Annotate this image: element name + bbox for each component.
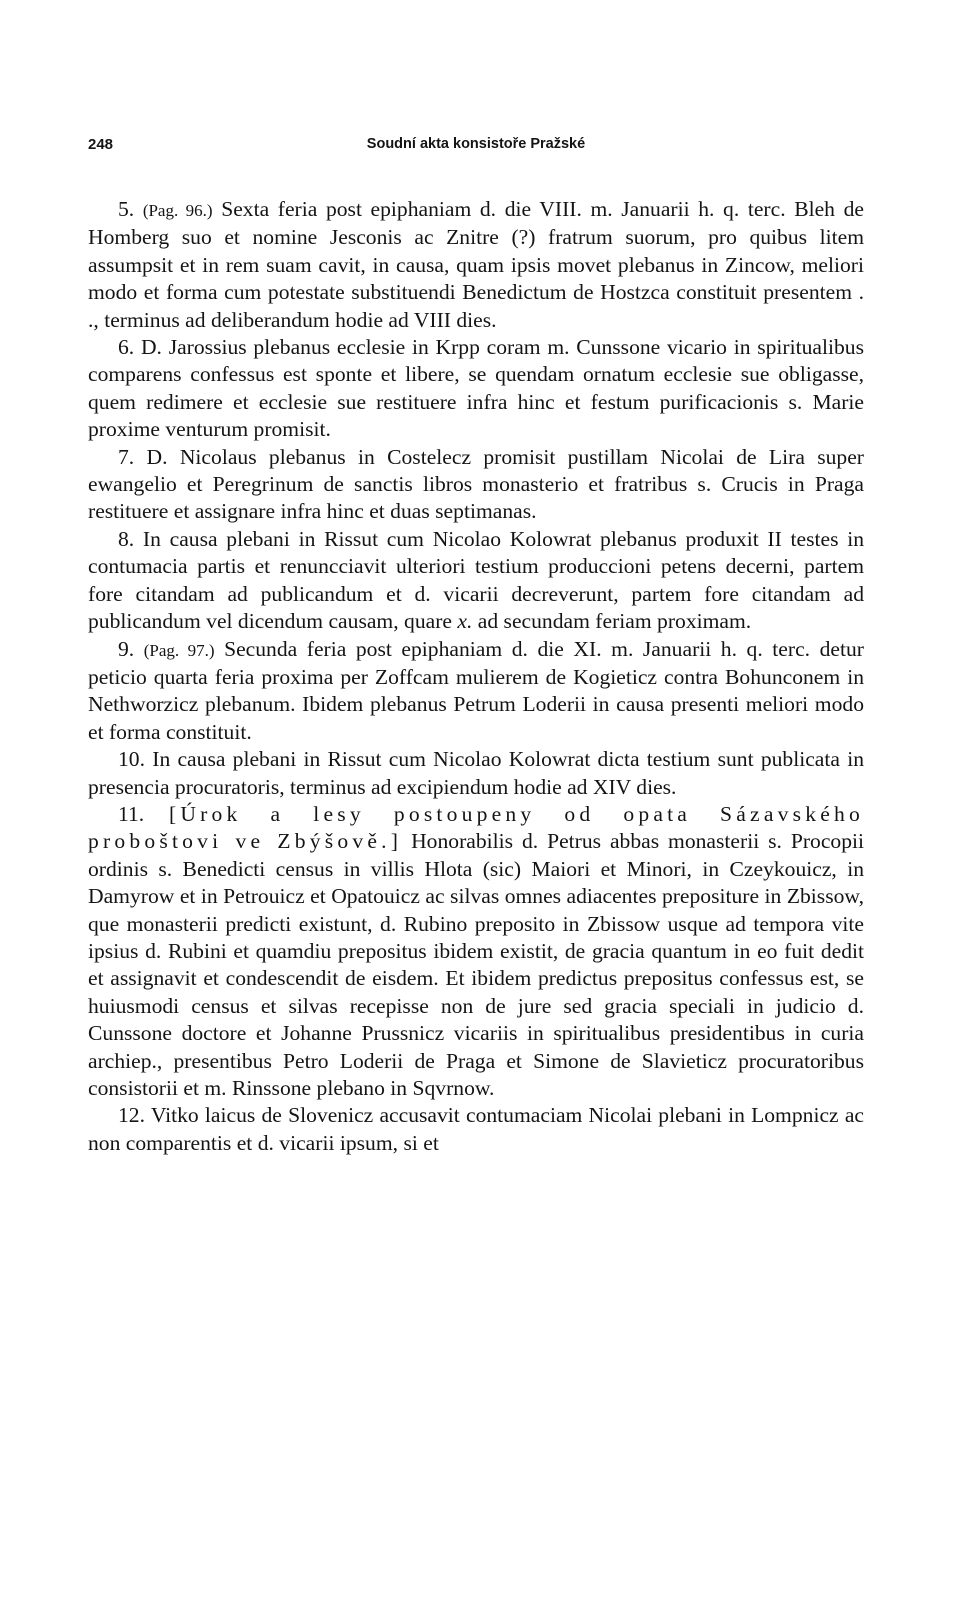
entry-number: 5. bbox=[118, 197, 135, 221]
entry-11 bbox=[88, 801, 864, 1102]
entry-12 bbox=[88, 1102, 864, 1157]
entry-text: D. Nicolaus plebanus in Costelecz promisit pustillam Nicolai de Lira super ewangelio et Peregrinum de sanctis libros monasterio et fratribus s. Crucis in Praga restituere et assignare infra hinc et duas septimanas. bbox=[88, 444, 864, 524]
entry-number: 12. bbox=[118, 1103, 145, 1128]
entry-number: 9. bbox=[118, 636, 135, 661]
entry-text: D. Jarossius plebanus ecclesie in Krpp coram m. Cunssone vicario in spiritualibus comparens confessus est sponte et libere, se quendam ornatum ecclesie sue obligasse, quem redimere et ecclesie sue restituere infra hinc et festum purificacionis s. Marie proxime venturum promisit. bbox=[88, 335, 864, 442]
entry-7 bbox=[88, 444, 864, 526]
page-reference: (Pag. 97.) bbox=[143, 640, 215, 660]
entry-text: Secunda feria post epiphaniam d. die XI. m. Januarii h. q. terc. detur peticio quarta feria proxima per Zoffcam mulierem de Kogieticz contra Bohunconem in Nethworzicz plebanum. Ibidem plebanus Petrum Loderii in causa presenti meliori modo et forma constituit. bbox=[88, 636, 864, 744]
entry-number: 10. bbox=[118, 747, 145, 772]
entry-9 bbox=[88, 636, 864, 747]
entry-heading: [Úrok a lesy postoupeny od opata Sázavského proboštovi ve Zbýšově.] bbox=[88, 801, 864, 854]
entry-5 bbox=[88, 196, 864, 334]
entry-text-continued: ad secundam feriam proximam. bbox=[477, 609, 752, 634]
page-number: 248 bbox=[88, 136, 114, 153]
entry-number: 8. bbox=[118, 526, 135, 551]
document-page bbox=[88, 118, 864, 1157]
page-reference: (Pag. 96.) bbox=[142, 201, 213, 220]
entry-6 bbox=[88, 334, 864, 444]
abbreviation: x. bbox=[457, 609, 473, 634]
entry-text: In causa plebani in Rissut cum Nicolao Kolowrat dicta testium sunt publicata in presencia procuratoris, terminus ad excipiendum hodie ad XIV dies. bbox=[88, 747, 864, 799]
page-header bbox=[88, 118, 864, 158]
entry-text: Sexta feria post epiphaniam d. die VIII. m. Januarii h. q. terc. Bleh de Homberg suo et nomine Jesconis ac Znitre (?) fratrum suorum, pro quibus litem assumpsit et in rem suam cavit, in causa, quam ipsis movet plebanus in Zincow, meliori modo et forma cum potestate substituendi Benedictum de Hostzca constituit presentem . ., terminus ad deliberandum hodie ad VIII dies. bbox=[88, 197, 864, 332]
entry-text: Vitko laicus de Slovenicz accusavit contumaciam Nicolai plebani in Lompnicz ac non comparentis et d. vicarii ipsum, si et bbox=[88, 1103, 864, 1155]
entry-text: In causa plebani in Rissut cum Nicolao Kolowrat plebanus produxit II testes in contumacia partis et renuncciavit ulteriori testium produccioni petens decerni, partem fore citandam ad publicandum et d. vicarii decreverunt, partem fore citandam ad publicandum vel dicendum causam, quare bbox=[88, 526, 864, 634]
entry-number: 11. bbox=[118, 801, 145, 826]
entry-text: Honorabilis d. Petrus abbas monasterii s. Procopii ordinis s. Benedicti census in villis Hlota (sic) Maiori et Minori, in Czeykouicz, in Damyrow et in Petrouicz et Opatouicz ac silvas omnes adiacentes prepositure in Zbissow, que monasterii predicti existunt, d. Rubino preposito in Zbissow usque ad tempora vite ipsius d. Rubini et quamdiu prepositus ibidem existit, de gracia quantum in eo fuit dedit et assignavit et condescendit de eisdem. Et ibidem predictus prepositus confessus est, se huiusmodi census et silvas recepisse non de jure sed gracia speciali in judicio d. Cunssone doctore et Johanne Prussnicz vicariis in spiritualibus presidentibus in curia archiep., presentibus Petro Loderii de Praga et Simone de Slavieticz procuratoribus consistorii et m. Rinssone plebano in Sqvrnow. bbox=[88, 829, 865, 1100]
entry-number: 6. bbox=[118, 335, 135, 360]
entry-8 bbox=[88, 526, 864, 636]
document-body bbox=[88, 196, 864, 1157]
running-head: Soudní akta konsistoře Pražské bbox=[366, 136, 586, 152]
entry-number: 7. bbox=[118, 444, 135, 469]
entry-10 bbox=[88, 746, 864, 801]
